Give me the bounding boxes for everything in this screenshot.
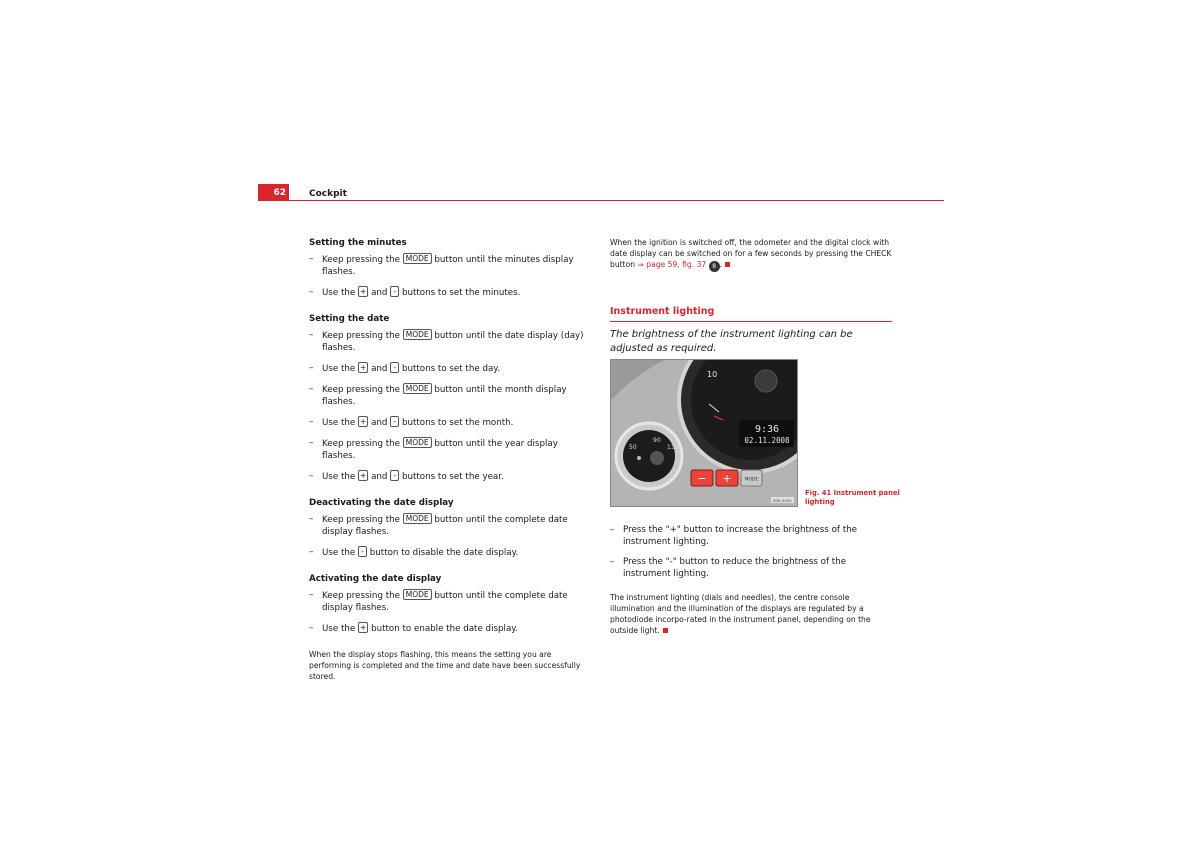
minus-key: - — [390, 286, 399, 297]
subheading-minutes: Setting the minutes — [309, 238, 407, 248]
svg-text:+: + — [722, 472, 732, 485]
mode-key: MODE — [403, 437, 432, 448]
list-item: – Use the - button to disable the date display. — [309, 547, 519, 558]
list-item: – Keep pressing the MODE button until the month display flashes. — [309, 384, 567, 407]
list-item: – Press the "+" button to increase the brightness of the instrument lighting. — [610, 525, 857, 547]
svg-text:130: 130 — [667, 444, 679, 451]
subheading-activate: Activating the date display — [309, 574, 442, 584]
list-item: – Keep pressing the MODE button until the complete date display flashes. — [309, 590, 568, 613]
list-item: – Press the "-" button to reduce the brightness of the instrument lighting. — [610, 557, 847, 579]
page-link-arrow[interactable]: ⇒ — [637, 260, 644, 269]
callout-marker: 8 — [709, 261, 720, 272]
header-rule — [258, 200, 944, 201]
end-mark-icon — [663, 628, 668, 633]
minus-key: - — [390, 416, 399, 427]
list-item: – Keep pressing the MODE button until the year display flashes. — [309, 438, 558, 461]
mode-key: MODE — [403, 383, 432, 394]
svg-text:MODE: MODE — [744, 477, 759, 483]
instrument-panel-figure — [610, 359, 798, 507]
list-item: – Use the + and - buttons to set the minutes. — [309, 287, 521, 298]
svg-text:90: 90 — [653, 437, 661, 444]
lighting-note: The instrument lighting (dials and needles), the centre console illumination and the illumination of the displays are regulated by a photodiode incorpo-rated in the instrument panel, depending on the outside light. — [610, 593, 871, 635]
mode-key: MODE — [403, 589, 432, 600]
minus-key: - — [358, 546, 367, 557]
mode-key: MODE — [403, 513, 432, 524]
clock-time: 9:36 — [754, 424, 780, 435]
page-number: 62 — [258, 184, 289, 201]
list-item: – Keep pressing the MODE button until the date display (day) flashes. — [309, 330, 584, 353]
ignition-note: When the ignition is switched off, the odometer and the digital clock with date display can be switched on for a few seconds by pressing the CHECK button ⇒ page 59, fig. 37 8 . — [610, 238, 892, 270]
list-item: – Use the + button to enable the date display. — [309, 623, 518, 634]
intro-text: The brightness of the instrument lighting can be adjusted as required. — [610, 329, 853, 354]
dial-mark-10: 10 — [707, 370, 718, 379]
figure-caption: Fig. 41 Instrument panel lighting — [805, 489, 900, 506]
subheading-date: Setting the date — [309, 314, 390, 324]
completion-note: When the display stops flashing, this means the setting you are performing is completed and the time and date have been successfully stored. — [309, 650, 581, 681]
minus-key: - — [390, 470, 399, 481]
plus-key: + — [360, 363, 367, 372]
page-link[interactable]: page 59, fig. 37 — [646, 260, 707, 269]
list-item: – Use the + and - buttons to set the month. — [309, 417, 514, 428]
list-item: – Use the + and - buttons to set the day. — [309, 363, 500, 374]
figure-ref: B3E-0020 — [773, 498, 792, 503]
plus-key: + — [360, 623, 367, 632]
subheading-deactivate: Deactivating the date display — [309, 498, 454, 508]
list-item: – Use the + and - buttons to set the year. — [309, 471, 504, 482]
list-item: – Keep pressing the MODE button until the minutes display flashes. — [309, 254, 574, 277]
left-column — [309, 237, 591, 682]
plus-key: + — [360, 287, 367, 296]
section-title: Cockpit — [309, 189, 347, 199]
instrument-panel-illustration — [611, 360, 797, 506]
minus-key: - — [390, 362, 399, 373]
right-column-lower — [610, 524, 892, 636]
plus-key: + — [360, 417, 367, 426]
clock-date: 02.11.2008 — [744, 436, 790, 445]
plus-key: + — [360, 471, 367, 480]
mode-key: MODE — [403, 253, 432, 264]
mode-key: MODE — [403, 329, 432, 340]
svg-text:50: 50 — [629, 444, 637, 451]
list-item: – Keep pressing the MODE button until the complete date display flashes. — [309, 514, 568, 537]
end-mark-icon — [725, 262, 730, 267]
section-heading: Instrument lighting — [610, 306, 892, 322]
right-column — [610, 237, 892, 356]
svg-text:−: − — [697, 472, 707, 485]
